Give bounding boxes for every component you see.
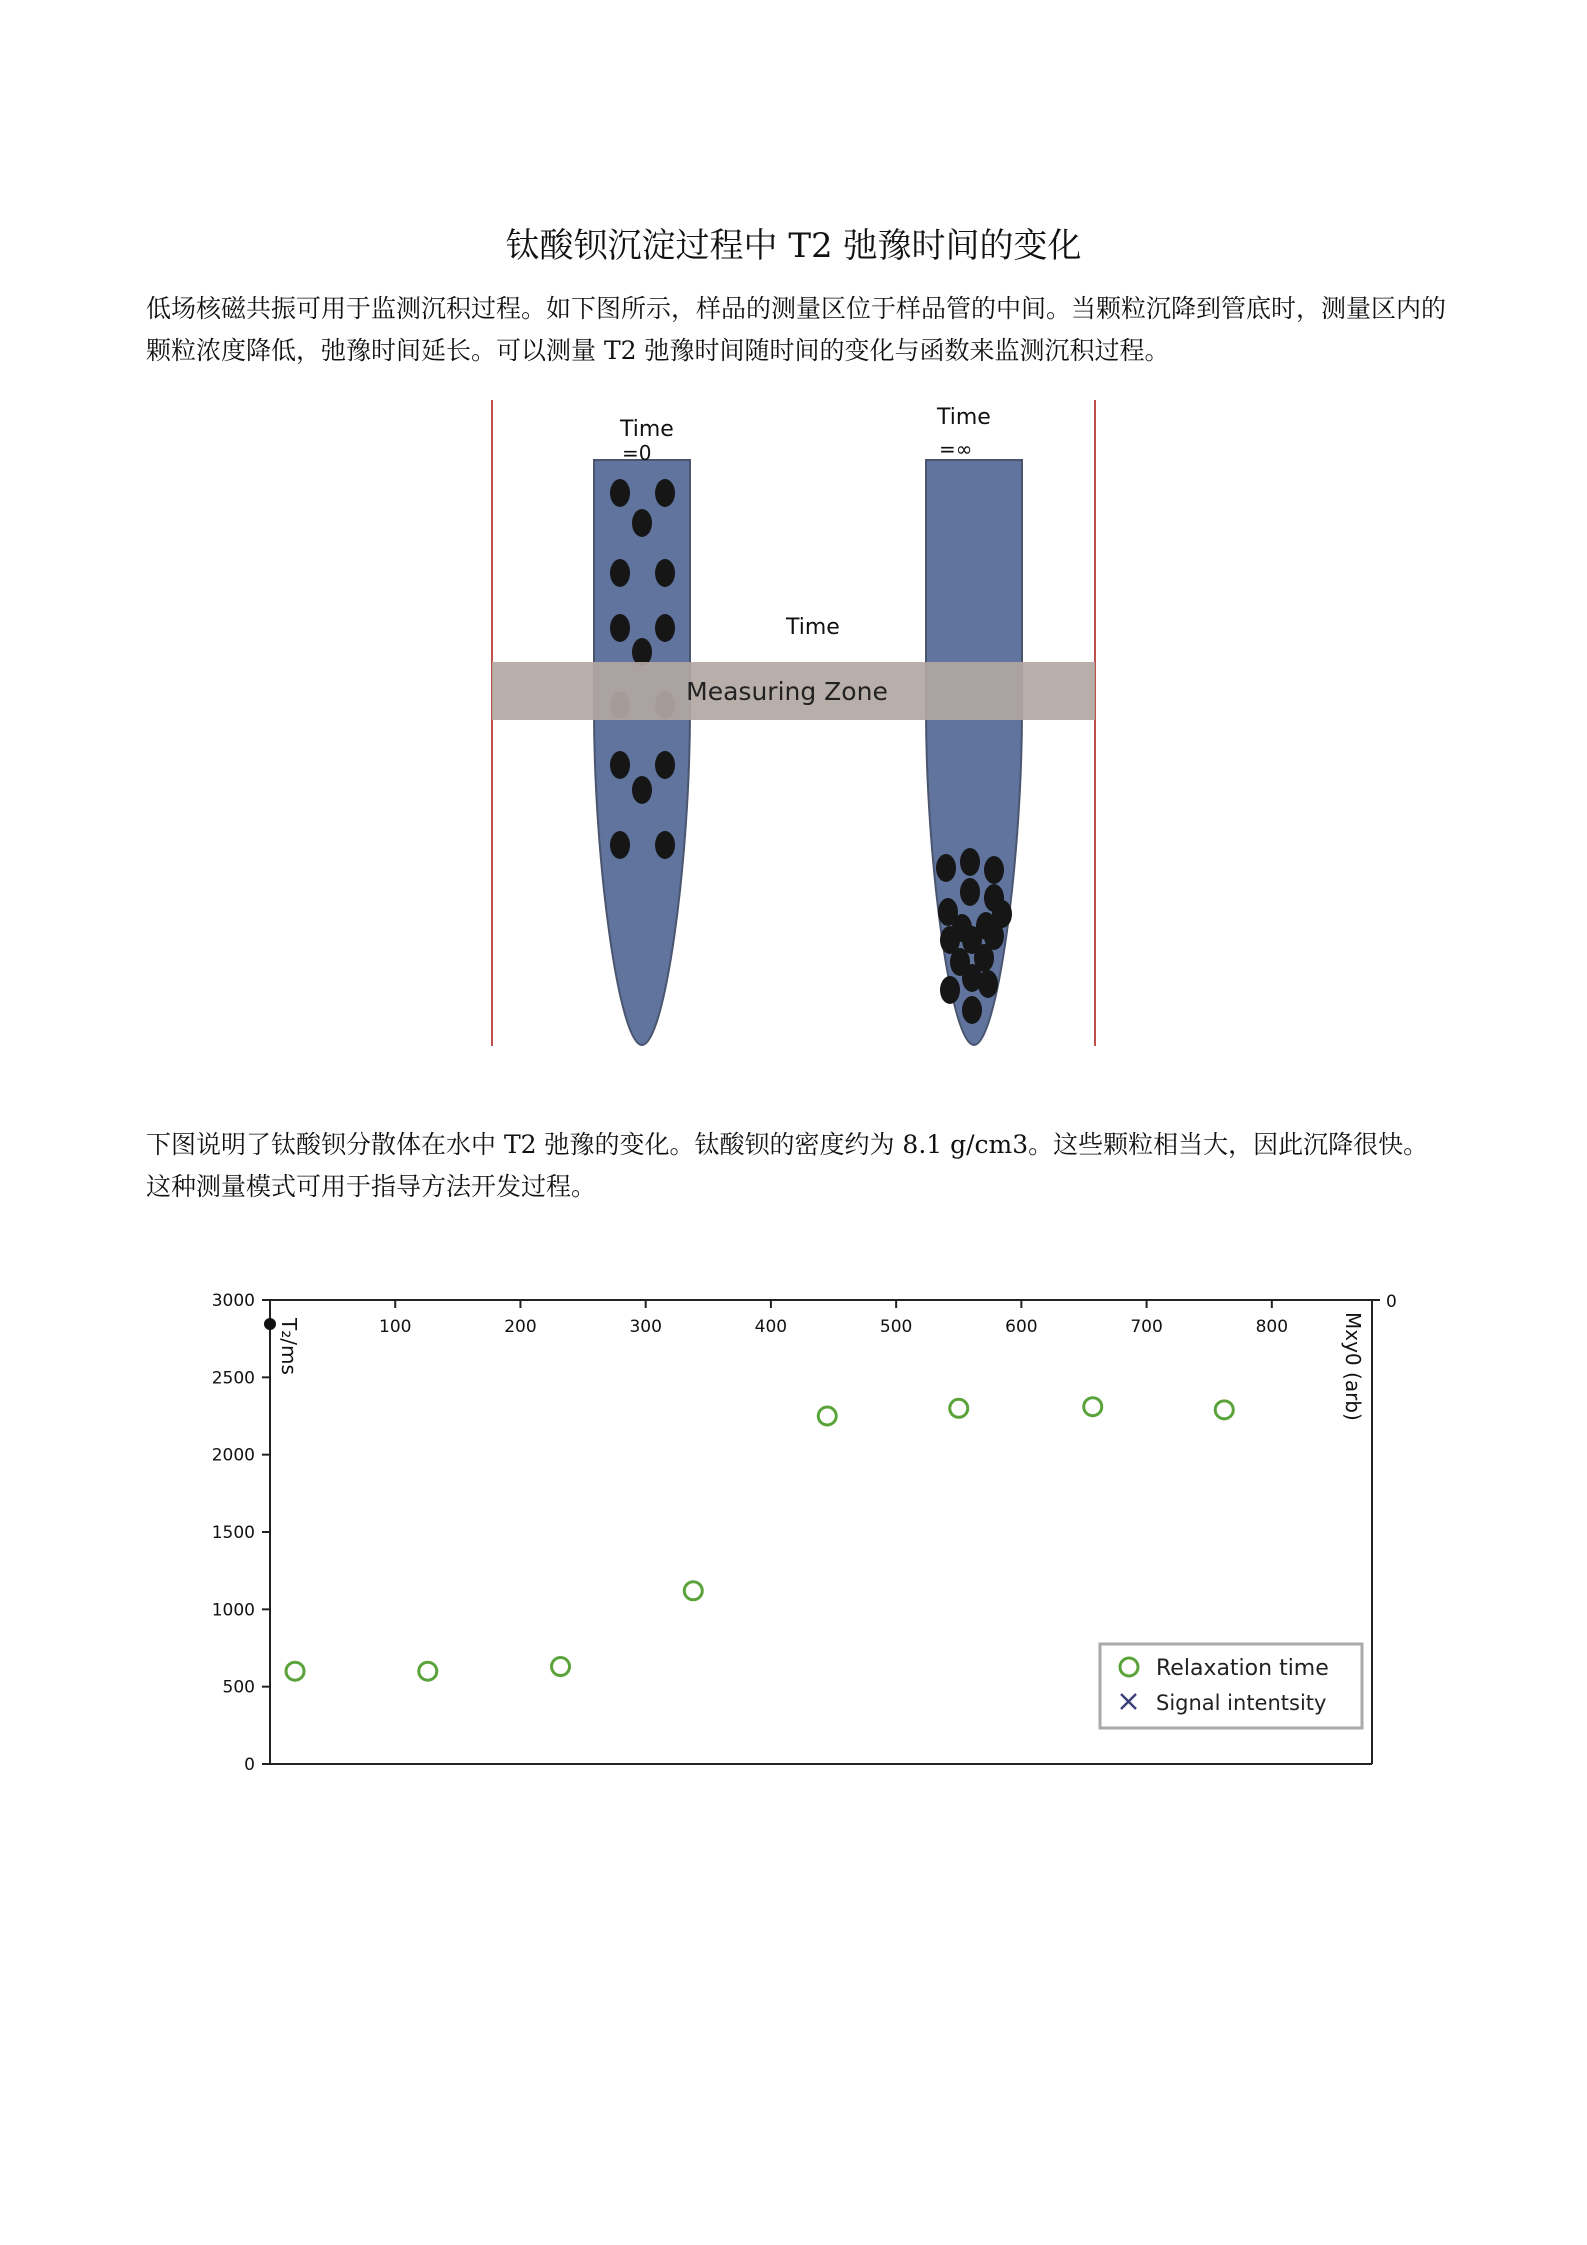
x-tick-label: 600 [1005,1317,1038,1337]
legend-relaxation-label: Relaxation time [1156,1656,1329,1681]
particles-settled [936,848,1012,1024]
y-tick-label: 500 [222,1677,255,1698]
tube-left-time-label: Time [620,417,674,442]
particle [610,614,630,642]
y-tick-label: 1500 [211,1523,255,1543]
particle [632,638,652,666]
particle [655,831,675,859]
relaxation-point [818,1407,836,1425]
y-tick-label: 2000 [211,1445,255,1466]
y-tick-label: 2500 [211,1368,255,1389]
y-right-tick-label: 0 [1386,1292,1397,1312]
tube-right-time-value: =∞ [939,437,973,461]
chart-intro-paragraph: 下图说明了钛酸钡分散体在水中 T2 弛豫的变化。钛酸钡的密度约为 8.1 g/cm3。这些颗粒相当大，因此沉降很快。这种测量模式可用于指导方法开发过程。 [146,1130,1429,1201]
relaxation-point [286,1662,304,1680]
y-axis-left-label: T₂/ms [277,1318,301,1375]
legend-signal-label: Signal intentsity [1156,1691,1327,1715]
time-arrow-label: Time [786,615,840,640]
particle [940,976,960,1004]
particle [960,848,980,876]
y-axis-right-label: Mxy0 (arb) [1341,1312,1365,1421]
particle [610,559,630,587]
relaxation-point [684,1582,702,1600]
particle [984,856,1004,884]
relaxation-point [1084,1398,1102,1416]
t2-relaxation-chart [0,1260,1587,1800]
particle [632,776,652,804]
y-axis-top-marker [264,1318,276,1330]
tube-time-zero [594,460,690,1045]
intro-paragraph: 低场核磁共振可用于监测沉积过程。如下图所示，样品的测量区位于样品管的中间。当颗粒沉降到管底时，测量区内的颗粒浓度降低，弛豫时间延长。可以测量 T2 弛豫时间随时间的变化与函数来监测沉积过程。 [146,294,1447,365]
x-tick-label: 200 [504,1317,537,1337]
particle [962,996,982,1024]
x-tick-label: 400 [754,1317,788,1337]
y-tick-group [212,1291,270,1775]
legend [1100,1644,1362,1728]
x-tick-label: 300 [629,1317,662,1337]
relaxation-points [286,1398,1233,1680]
relaxation-point [1215,1401,1233,1419]
particle [960,878,980,906]
x-tick-label: 800 [1255,1317,1289,1337]
particle [655,614,675,642]
y-tick-label: 0 [244,1755,255,1775]
x-tick-group [379,1300,1288,1337]
document-title: 钛酸钡沉淀过程中 T2 弛豫时间的变化 [505,226,1082,266]
particle [610,751,630,779]
x-tick-label: 100 [379,1317,412,1337]
relaxation-point [950,1399,968,1417]
particle [936,854,956,882]
sedimentation-diagram [0,380,1587,1080]
x-tick-label: 700 [1130,1317,1163,1337]
particle [655,479,675,507]
particle [632,509,652,537]
tube-right-time-label: Time [937,405,991,430]
x-tick-label: 500 [879,1317,913,1337]
tube-left-time-value: =0 [622,441,652,465]
particle [655,559,675,587]
y-tick-label: 1000 [211,1600,255,1621]
relaxation-point [419,1662,437,1680]
measuring-zone-label: Measuring Zone [686,677,888,706]
particle [610,831,630,859]
particle [610,479,630,507]
particle [978,970,998,998]
tube-time-infinity [926,460,1022,1045]
particle [655,751,675,779]
relaxation-point [552,1658,570,1676]
y-tick-label: 3000 [211,1291,255,1311]
